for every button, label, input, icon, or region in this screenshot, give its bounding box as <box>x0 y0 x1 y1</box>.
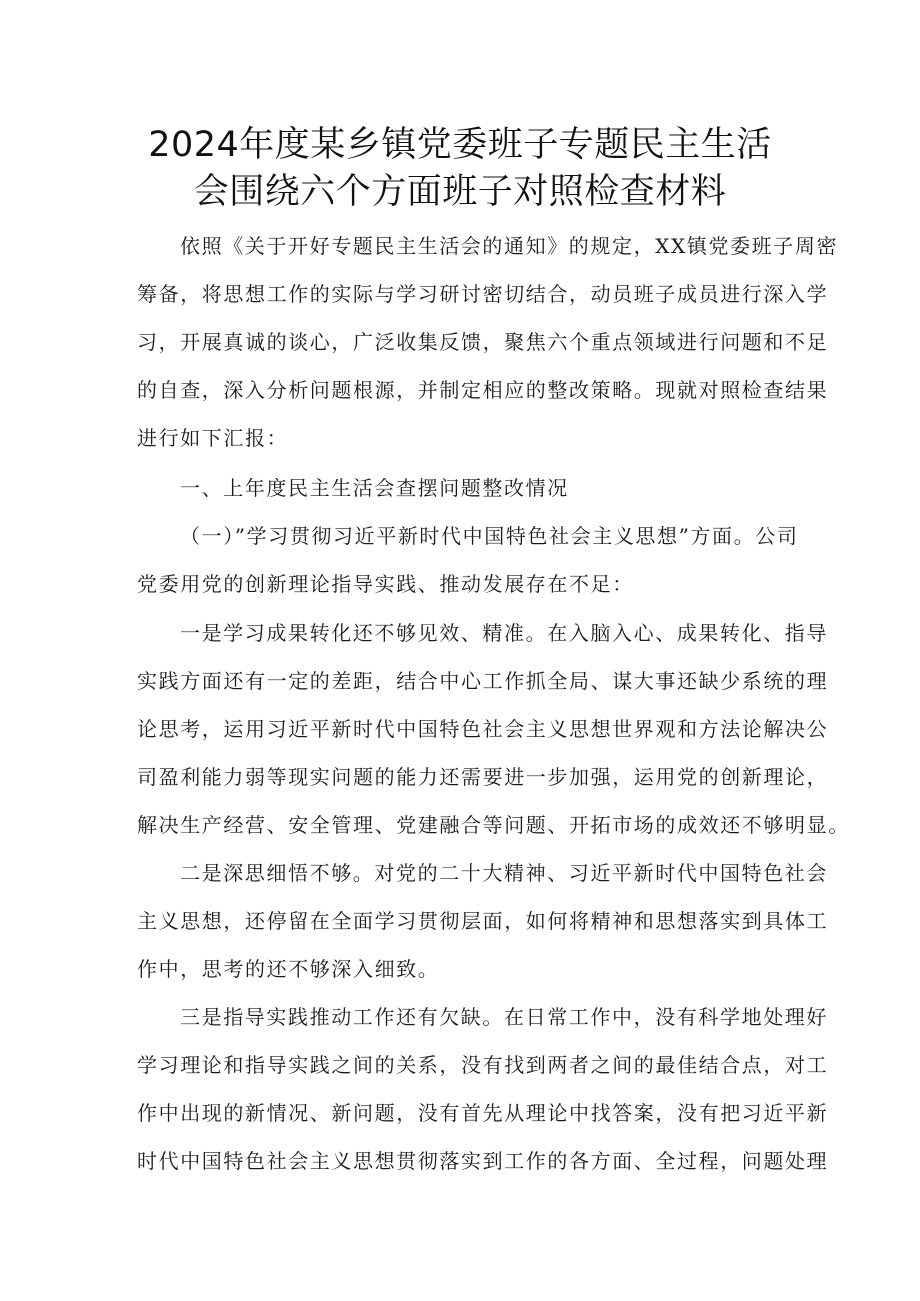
paragraph-line: 论思考，运用习近平新时代中国特色社会主义思想世界观和方法论解决公 <box>137 717 829 741</box>
paragraph-line: 进行如下汇报： <box>137 426 289 450</box>
paragraph-line: 党委用党的创新理论指导实践、推动发展存在不足： <box>137 572 634 596</box>
paragraph-line: 习，开展真诚的谈心，广泛收集反馈，聚焦六个重点领域进行问题和不足 <box>137 330 829 354</box>
paragraph-line: 的自查，深入分析问题根源，并制定相应的整改策略。现就对照检查结果 <box>137 378 829 402</box>
document-title-line-1: 2024年度某乡镇党委班子专题民主生活 <box>148 125 772 165</box>
paragraph-line: 主义思想，还停留在全面学习贯彻层面，如何将精神和思想落实到具体工 <box>137 909 829 933</box>
document-title-line-2: 会围绕六个方面班子对照检查材料 <box>193 172 727 212</box>
paragraph-line: 一是学习成果转化还不够见效、精准。在入脑入心、成果转化、指导 <box>180 621 828 645</box>
paragraph-line: 作中出现的新情况、新问题，没有首先从理论中找答案，没有把习近平新 <box>137 1101 829 1125</box>
paragraph-line: 时代中国特色社会主义思想贯彻落实到工作的各方面、全过程，问题处理 <box>137 1149 829 1173</box>
paragraph-line: 解决生产经营、安全管理、党建融合等问题、开拓市场的成效还不够明显。 <box>137 813 850 837</box>
paragraph-line: 实践方面还有一定的差距，结合中心工作抓全局、谋大事还缺少系统的理 <box>137 669 829 693</box>
paragraph-line: 司盈利能力弱等现实问题的能力还需要进一步加强，运用党的创新理论， <box>137 765 829 789</box>
paragraph-line: 三是指导实践推动工作还有欠缺。在日常工作中，没有科学地处理好 <box>180 1005 828 1029</box>
paragraph-line: 作中，思考的还不够深入细致。 <box>137 957 440 981</box>
paragraph-line: 学习理论和指导实践之间的关系，没有找到两者之间的最佳结合点，对工 <box>137 1053 829 1077</box>
paragraph-line: 依照《关于开好专题民主生活会的通知》的规定，XX镇党委班子周密 <box>180 234 839 258</box>
section-heading: 一、上年度民主生活会查摆问题整改情况 <box>180 476 569 500</box>
paragraph-line: 二是深思细悟不够。对党的二十大精神、习近平新时代中国特色社会 <box>180 861 828 885</box>
subsection-heading: （一）”学习贯彻习近平新时代中国特色社会主义思想”方面。公司 <box>180 524 799 548</box>
paragraph-line: 筹备，将思想工作的实际与学习研讨密切结合，动员班子成员进行深入学 <box>137 282 829 306</box>
